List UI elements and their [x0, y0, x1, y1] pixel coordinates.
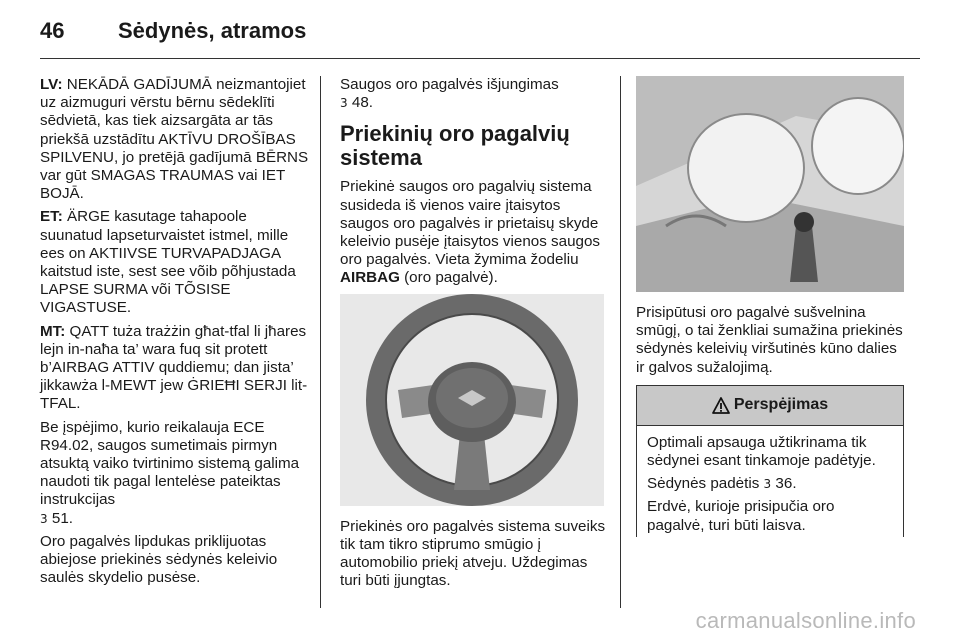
- paragraph-lv: [40, 76, 312, 203]
- page-ref-link[interactable]: 36.: [775, 475, 797, 493]
- paragraph-lv-text: NEKĀDĀ GADĪJUMĀ neizmantojiet uz aizmuguri vērstu bērnu sēdeklīti sēdvietā, kas tiek aizsargāta ar tās priekšā uzstādītu AKTĪVU DROŠĪBAS SPILVENU, jo pretējā gadījumā BĒRNS var gūt SMAGAS TRAUMAS vai IET BOJĀ.: [40, 76, 309, 203]
- warning-title: Perspėjimas: [733, 396, 829, 414]
- paragraph-sticker-text: Oro pagalvės lipdukas priklijuotas abiejose priekinės sėdynės keleivio saulės skydelio pusėse.: [40, 532, 278, 587]
- lang-code-lv: LV:: [40, 76, 63, 93]
- section-heading: Priekinių oro pagalvių sistema: [340, 121, 570, 171]
- warning-paragraph-1: Optimali apsauga užtikrinama tik sėdynei esant tinkamoje padėtyje.: [647, 433, 876, 470]
- warning-paragraph-3: Erdvė, kurioje prisipučia oro pagalvė, turi būti laisva.: [647, 498, 835, 534]
- deployed-airbag-figure: [636, 76, 904, 292]
- paragraph-mt: [40, 323, 312, 414]
- warning-paragraph-2-text: Sėdynės padėtis: [647, 475, 760, 493]
- xref-arrow-icon: 3: [340, 96, 348, 111]
- xref-arrow-icon: 3: [763, 477, 772, 492]
- paragraph-et: [40, 208, 312, 317]
- paragraph-ece-text: Be įspėjimo, kurio reikalauja ECE R94.02, saugos sumetimais pirmyn atsuktą vaiko tvirtinimo sistemą galima naudoti tik pagal lentelėse pateiktas instrukcijas: [40, 418, 300, 509]
- warning-box: [636, 385, 904, 537]
- page-number: 46: [40, 18, 65, 43]
- paragraph-et-text: ÄRGE kasutage tahapoole suunatud lapseturvaistet istmel, mille ees on AKTIIVSE TURVAPADJAGA kaitstud iste, sest see võib põhjustada LAPSE SURMA või TÕSISE VIGASTUSE.: [40, 208, 296, 317]
- paragraph-airbag-off-text: Saugos oro pagalvės išjungimas: [340, 76, 559, 93]
- page-title: Sėdynės, atramos: [118, 18, 307, 43]
- paragraph-protection-text: Prisipūtusi oro pagalvė sušvelnina smūgį, o tai ženkliai sumažina priekinės sėdynės keleivių viršutinės kūno dalies ir galvos sužalojimą.: [636, 304, 903, 376]
- paragraph-airbag-off: [340, 76, 606, 112]
- warning-paragraph-2: [647, 475, 893, 493]
- paragraph-system: [340, 178, 606, 287]
- column-divider-2: [620, 76, 621, 608]
- page-ref-link[interactable]: 48.: [351, 94, 373, 112]
- paragraph-deploy-text: Priekinės oro pagalvės sistema suveiks tik tam tikro stiprumo smūgio į automobilio priekį atveju. Uždegimas turi būti įjungtas.: [340, 517, 606, 590]
- page-header: [40, 18, 920, 62]
- header-rule: [40, 58, 920, 59]
- paragraph-ece: [40, 419, 312, 528]
- paragraph-mt-text: QATT tuża trażżin għat-tfal li jħares lejn in-naħa ta’ wara fuq sit protett b’AIRBAG ATTIV quddiemu; dan jista’ jikkawża l-MEWT jew ĠRIEĦI SERJI lit-TFAL.: [40, 322, 308, 413]
- column-right: [636, 76, 904, 537]
- paragraph-system-text: Priekinė saugos oro pagalvių sistema susideda iš vienos vaire įtaisytos saugos oro pagalvės ir prietaisų skyde keleivio pusėje įtaisytos vienos saugos oro pagalvės. Vieta žymima žodeliu: [340, 178, 601, 269]
- airbag-word: AIRBAG: [340, 269, 400, 287]
- deployed-airbag-icon: [636, 76, 904, 292]
- warning-header: [637, 386, 903, 426]
- column-divider-1: [320, 76, 321, 608]
- xref-arrow-icon: 3: [40, 511, 48, 526]
- paragraph-deploy: [340, 518, 606, 591]
- column-middle: [340, 76, 606, 595]
- watermark: carmanualsonline.info: [695, 608, 916, 633]
- warning-triangle-icon: [712, 397, 730, 414]
- lang-code-et: ET:: [40, 208, 63, 226]
- lang-code-mt: MT:: [40, 322, 66, 340]
- steering-wheel-icon: [340, 294, 604, 506]
- steering-wheel-figure: [340, 294, 604, 506]
- warning-body: [637, 426, 903, 535]
- paragraph-sticker: [40, 533, 312, 588]
- column-left: [40, 76, 312, 592]
- page-ref-link[interactable]: 51.: [51, 509, 73, 527]
- paragraph-protection: [636, 304, 904, 377]
- paragraph-system-tail: (oro pagalvė).: [399, 269, 498, 287]
